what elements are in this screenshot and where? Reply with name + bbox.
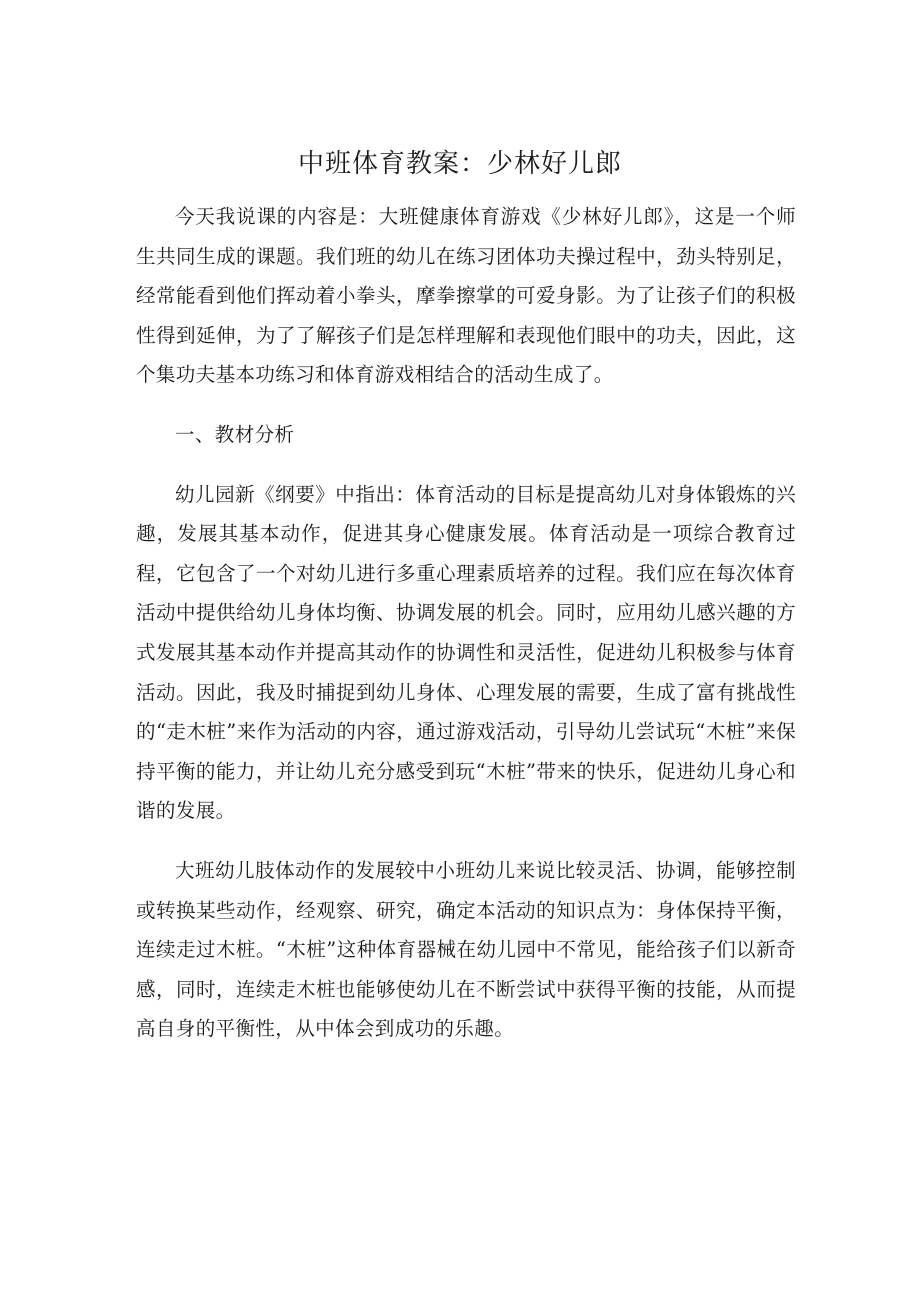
paragraph-guidelines: 幼儿园新《纲要》中指出：体育活动的目标是提高幼儿对身体锻炼的兴趣，发展其基本动作，促进其身心健康发展。体育活动是一项综合教育过程，它包含了一个对幼儿进行多重心理素质培养的过程。我们应在每次体育活动中提供给幼儿身体均衡、协调发展的机会。同时，应用幼儿感兴趣的方式发展其基本动作并提高其动作的协调性和灵活性，促进幼儿积极参与体育活动。因此，我及时捕捉到幼儿身体、心理发展的需要，生成了富有挑战性的“走木桩”来作为活动的内容，通过游戏活动，引导幼儿尝试玩“木桩”来保持平衡的能力，并让幼儿充分感受到玩“木桩”带来的快乐，促进幼儿身心和谐的发展。 (136, 482, 796, 823)
paragraph-knowledge-point: 大班幼儿肢体动作的发展较中小班幼儿来说比较灵活、协调，能够控制或转换某些动作，经观察、研究，确定本活动的知识点为：身体保持平衡，连续走过木桩。“木桩”这种体育器械在幼儿园中不常见，能给孩子们以新奇感，同时，连续走木桩也能够使幼儿在不断尝试中获得平衡的技能，从而提高自身的平衡性，从中体会到成功的乐趣。 (136, 858, 796, 1041)
paragraph-intro: 今天我说课的内容是：大班健康体育游戏《少林好儿郎》，这是一个师生共同生成的课题。我们班的幼儿在练习团体功夫操过程中，劲头特别足，经常能看到他们挥动着小拳头，摩拳擦掌的可爱身影。为了让孩子们的积极性得到延伸，为了了解孩子们是怎样理解和表现他们眼中的功夫，因此，这个集功夫基本功练习和体育游戏相结合的活动生成了。 (136, 205, 796, 387)
document-body (136, 197, 796, 1049)
document-title: 中班体育教案：少林好儿郎 (297, 149, 622, 179)
section-heading-material-analysis: 一、教材分析 (175, 422, 295, 446)
